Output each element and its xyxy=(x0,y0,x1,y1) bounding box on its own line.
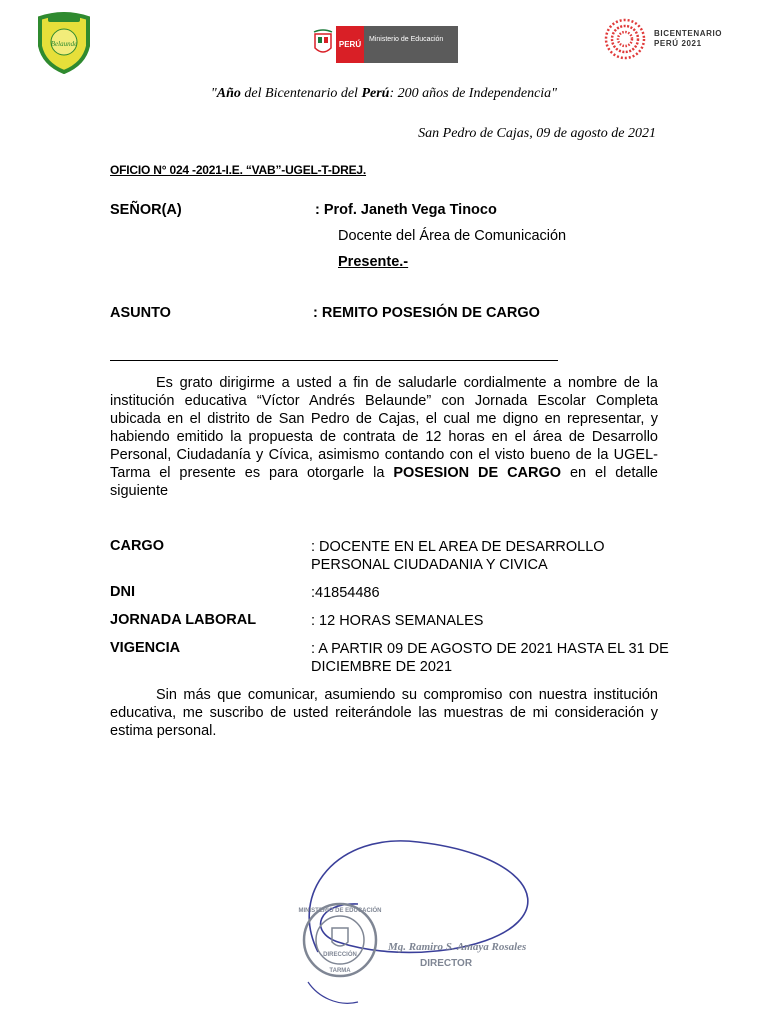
signature-block xyxy=(278,812,568,1016)
addressee-role: Docente del Área de Comunicación xyxy=(338,228,567,244)
peru-shield-icon xyxy=(310,26,336,63)
detail-value-jornada: : 12 HORAS SEMANALES xyxy=(311,613,484,629)
addressee-name: : Prof. Janeth Vega Tinoco xyxy=(315,202,497,218)
motto-text-1: del Bicentenario del xyxy=(240,86,362,101)
addressee-label: SEÑOR(A) xyxy=(110,202,182,218)
bicentenario-line2: PERÚ 2021 xyxy=(654,39,702,48)
motto-word-peru: Perú xyxy=(361,86,390,101)
minedu-ministry: Ministerio de Educación xyxy=(364,26,458,63)
motto-text-2: : 200 años de Independencia" xyxy=(389,86,558,101)
school-logo-text: Belaunde xyxy=(50,40,78,48)
school-logo xyxy=(34,12,94,74)
body-paragraph-1-bold: POSESION DE CARGO xyxy=(393,465,562,481)
stamp-center: DIRECCIÓN xyxy=(323,952,357,958)
motto-quote: " xyxy=(210,86,217,101)
signature-name: Mg. Ramiro S. Amaya Rosales xyxy=(388,941,527,953)
subject-value: : REMITO POSESIÓN DE CARGO xyxy=(313,305,540,321)
subject-label: ASUNTO xyxy=(110,305,171,321)
separator-line xyxy=(110,360,558,361)
presente-text: Presente.- xyxy=(338,254,409,270)
detail-value-cargo: : DOCENTE EN EL AREA DE DESARROLLO PERSONAL CIUDADANIA Y CIVICA xyxy=(311,539,605,573)
body-paragraph-1-text: Es grato dirigirme a usted a fin de saludarle cordialmente a nombre de la institución educativa “Víctor Andrés Belaunde” con Jornada Escolar Completa ubicada en el distrito de San Pedro de Cajas, el cual me digno en representar, y habiendo emitido la propuesta de contrata de 12 horas en el área de Desarrollo Personal, Ciudadanía y Cívica, asimismo contando con el visto bueno de la UGEL-Tarma el presente es para otorgarle la xyxy=(110,375,658,481)
minedu-logo xyxy=(310,26,458,63)
stamp-text: MINISTERIO DE EDUCACIÓN xyxy=(298,908,382,914)
official-stamp-icon xyxy=(298,904,381,976)
oficio-number: OFICIO N° 024 -2021-I.E. “VAB”-UGEL-T-DREJ. xyxy=(110,163,367,177)
body-paragraph-2: Sin más que comunicar, asumiendo su compromiso con nuestra institución educativa, me suscribo de usted reiterándole las muestras de mi consideración y estima personal. xyxy=(110,687,658,739)
minedu-country: PERÚ xyxy=(336,26,364,63)
bicentenario-text xyxy=(654,29,722,49)
bicentenario-line1: BICENTENARIO xyxy=(654,29,723,38)
detail-label-dni: DNI xyxy=(110,584,135,600)
motto-word-ano: Año xyxy=(216,86,241,101)
year-motto xyxy=(0,86,768,102)
detail-label-vigencia: VIGENCIA xyxy=(110,640,181,656)
body-paragraph-1-tail: en el detalle siguiente xyxy=(110,465,658,499)
body-paragraph-1 xyxy=(110,374,658,500)
detail-value-dni: :41854486 xyxy=(311,585,380,601)
detail-label-cargo: CARGO xyxy=(110,538,164,554)
detail-label-jornada: JORNADA LABORAL xyxy=(110,612,257,628)
signature-title: DIRECTOR xyxy=(420,958,473,969)
place-date: San Pedro de Cajas, 09 de agosto de 2021 xyxy=(418,126,656,141)
detail-value-vigencia: : A PARTIR 09 DE AGOSTO DE 2021 HASTA EL 31 DE DICIEMBRE DE 2021 xyxy=(311,641,669,675)
signature-stroke xyxy=(309,841,528,953)
stamp-bottom: TARMA xyxy=(329,968,351,974)
